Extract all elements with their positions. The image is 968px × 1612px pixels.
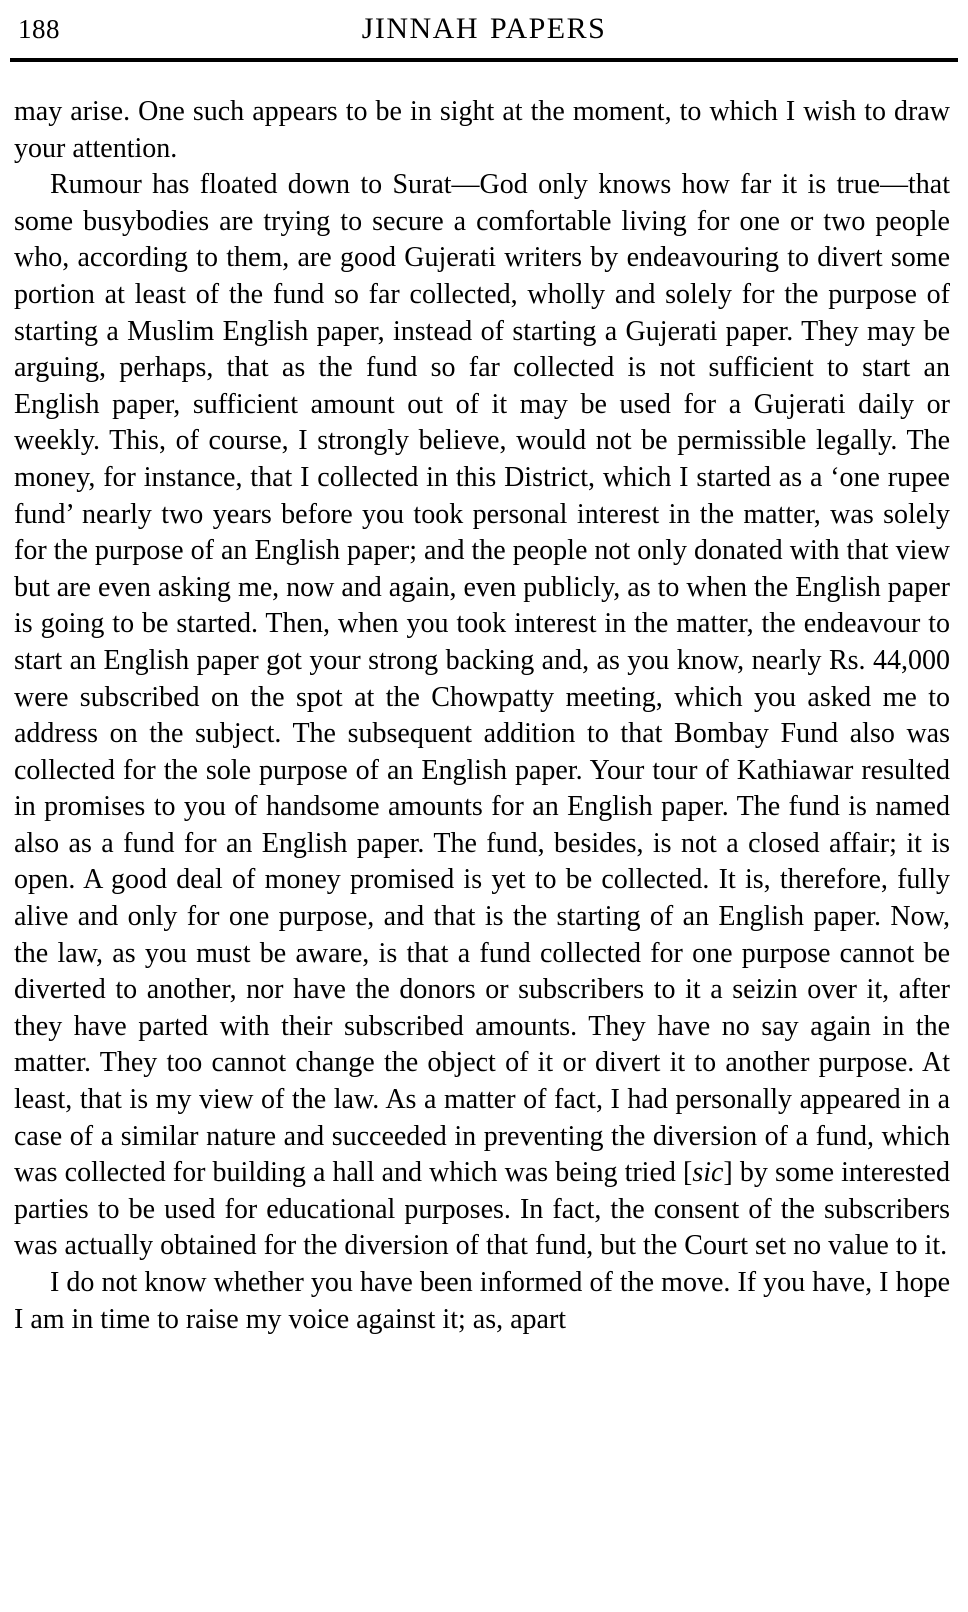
paragraph	[14, 1265, 950, 1338]
page-number: 188	[18, 14, 60, 44]
text-segment: ] by some interested parties to be used for educational purposes. In fact, the consent of the subscribers was actually obtained for the diversion of that fund, but the Court set no value to it.	[14, 1157, 950, 1262]
paragraph	[14, 94, 950, 167]
running-header-title: JINNAH PAPERS	[361, 12, 607, 45]
paragraph	[14, 167, 950, 1265]
text-segment: Rumour has floated down to Surat—God only knows how far it is true—that some busybodies are trying to secure a comfortable living for one or two people who, according to them, are good Gujerati writers by endeavouring to divert some portion at least of the fund so far collected, wholly and solely for the purpose of starting a Muslim English paper, instead of starting a Gujerati paper. They may be arguing, perhaps, that as the fund so far collected is not sufficient to start an English paper, sufficient amount out of it may be used for a Gujerati daily or weekly. This, of course, I strongly believe, would not be permissible legally. The money, for instance, that I collected in this District, which I started as a ‘one rupee fund’ nearly two years before you took personal interest in the matter, was solely for the purpose of an English paper; and the people not only donated with that view but are even asking me, now and again, even publicly, as to when the English paper is going to be started. Then, when you took interest in the matter, the endeavour to start an English paper got your strong backing and, as you know, nearly Rs. 44,000 were subscribed on the spot at the Chowpatty meeting, which you asked me to address on the subject. The subsequent addition to that Bombay Fund also was collected for the sole purpose of an English paper. Your tour of Kathiawar resulted in promises to you of handsome amounts for an English paper. The fund is named also as a fund for an English paper. The fund, besides, is not a closed affair; it is open. A good deal of money promised is yet to be collected. It is, therefore, fully alive and only for one purpose, and that is the starting of an English paper. Now, the law, as you must be aware, is that a fund collected for one purpose cannot be diverted to another, nor have the donors or subscribers to it a seizin over it, after they have parted with their subscribed amounts. They have no say again in the matter. They too cannot change the object of it or divert it to another purpose. At least, that is my view of the law. As a matter of fact, I had personally appeared in a case of a similar nature and succeeded in preventing the diversion of a fund, which was collected for building a hall and which was being tried [	[14, 169, 950, 1189]
italic-text-segment: sic	[692, 1157, 724, 1189]
text-segment: may arise. One such appears to be in sight at the moment, to which I wish to draw your attention.	[14, 96, 950, 164]
page-body	[0, 62, 968, 1338]
page-header	[0, 0, 968, 58]
text-segment: I do not know whether you have been informed of the move. If you have, I hope I am in time to raise my voice against it; as, apart	[14, 1267, 950, 1335]
